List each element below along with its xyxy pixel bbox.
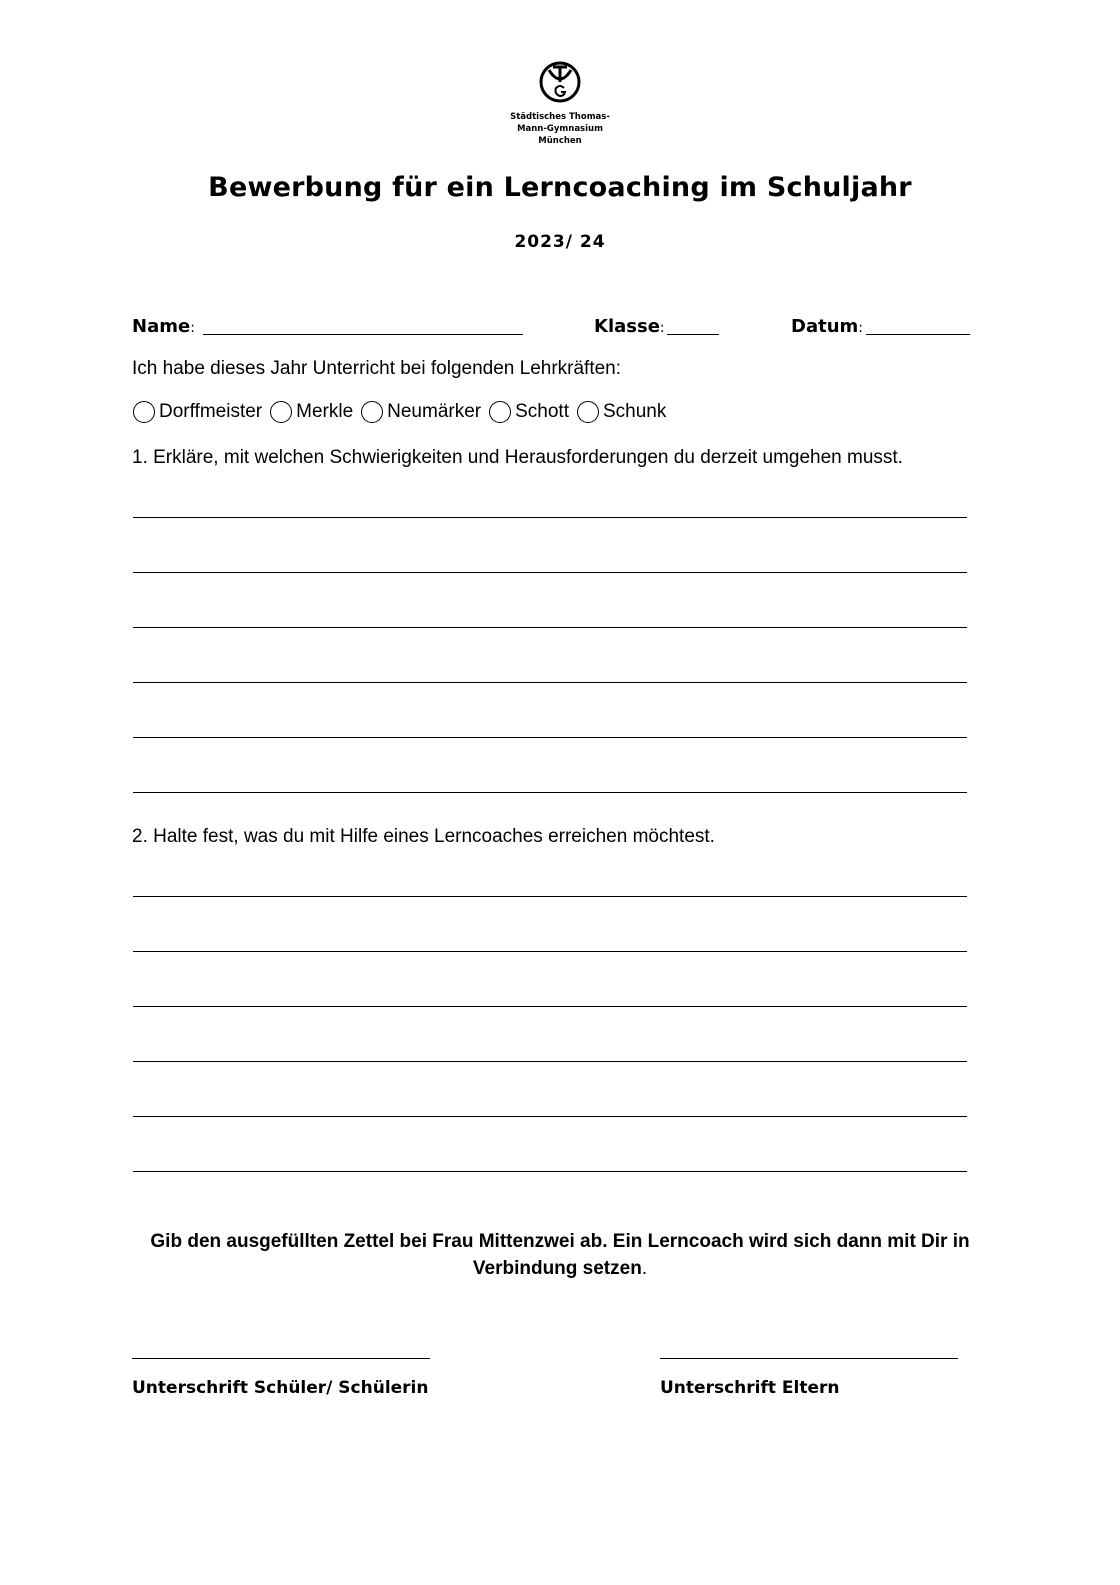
answer-2-line[interactable] <box>133 1061 967 1062</box>
teacher-option[interactable] <box>489 401 569 423</box>
answer-1-line[interactable] <box>133 737 967 738</box>
datum-field[interactable] <box>866 334 970 335</box>
school-name-line: München <box>538 136 582 146</box>
teacher-label: Neumärker <box>387 401 482 422</box>
answer-2-line[interactable] <box>133 1171 967 1172</box>
teacher-option[interactable] <box>270 401 353 423</box>
answer-1-line[interactable] <box>133 572 967 573</box>
parents-signature-label: Unterschrift Eltern <box>660 1378 840 1398</box>
teacher-option[interactable] <box>133 401 262 423</box>
answer-1-line[interactable] <box>133 517 967 518</box>
radio-circle-icon[interactable] <box>361 401 383 423</box>
klasse-colon: : <box>659 320 665 336</box>
datum-label <box>791 316 863 337</box>
radio-circle-icon[interactable] <box>489 401 511 423</box>
teacher-option[interactable] <box>361 401 481 423</box>
submission-note <box>120 1228 1000 1282</box>
page-title: Bewerbung für ein Lerncoaching im Schuljahr <box>208 172 912 203</box>
radio-circle-icon[interactable] <box>577 401 599 423</box>
answer-2-line[interactable] <box>133 1116 967 1117</box>
klasse-label-text: Klasse <box>594 316 660 337</box>
answer-2-line[interactable] <box>133 951 967 952</box>
question-2: 2. Halte fest, was du mit Hilfe eines Lerncoaches erreichen möchtest. <box>132 826 715 847</box>
parents-signature-line[interactable] <box>660 1358 958 1359</box>
teacher-label: Schott <box>515 401 569 422</box>
answer-1-line[interactable] <box>133 682 967 683</box>
note-line-2 <box>120 1255 1000 1282</box>
school-name-line: Städtisches Thomas- <box>510 112 610 122</box>
note-period: . <box>641 1258 648 1279</box>
teacher-label: Schunk <box>603 401 667 422</box>
klasse-field[interactable] <box>667 334 719 335</box>
teacher-label: Dorffmeister <box>159 401 263 422</box>
student-signature-line[interactable] <box>132 1358 430 1359</box>
name-label-text: Name <box>132 316 191 337</box>
answer-1-line[interactable] <box>133 627 967 628</box>
name-field[interactable] <box>203 334 523 335</box>
note-line: Gib den ausgefüllten Zettel bei Frau Mittenzwei ab. Ein Lerncoach wird sich dann mit Dir in <box>150 1231 970 1252</box>
klasse-label <box>594 316 665 337</box>
note-line-text: Verbindung setzen <box>472 1258 642 1279</box>
school-crest-icon <box>536 58 584 106</box>
datum-label-text: Datum <box>791 316 859 337</box>
question-1: 1. Erkläre, mit welchen Schwierigkeiten und Herausforderungen du derzeit umgehen musst. <box>132 447 903 468</box>
radio-circle-icon[interactable] <box>270 401 292 423</box>
school-year: 2023/ 24 <box>514 232 606 252</box>
teacher-label: Merkle <box>296 401 354 422</box>
student-signature-label: Unterschrift Schüler/ Schülerin <box>132 1378 429 1398</box>
answer-2-line[interactable] <box>133 896 967 897</box>
answer-2-line[interactable] <box>133 1006 967 1007</box>
radio-circle-icon[interactable] <box>133 401 155 423</box>
teacher-options <box>133 401 674 423</box>
answer-1-line[interactable] <box>133 792 967 793</box>
datum-colon: : <box>858 320 863 336</box>
name-label <box>132 316 195 337</box>
teacher-option[interactable] <box>577 401 666 423</box>
school-name <box>460 111 660 147</box>
teachers-prompt: Ich habe dieses Jahr Unterricht bei folgenden Lehrkräften: <box>132 358 622 379</box>
school-name-line: Mann-Gymnasium <box>517 124 603 134</box>
name-colon: : <box>190 320 195 336</box>
